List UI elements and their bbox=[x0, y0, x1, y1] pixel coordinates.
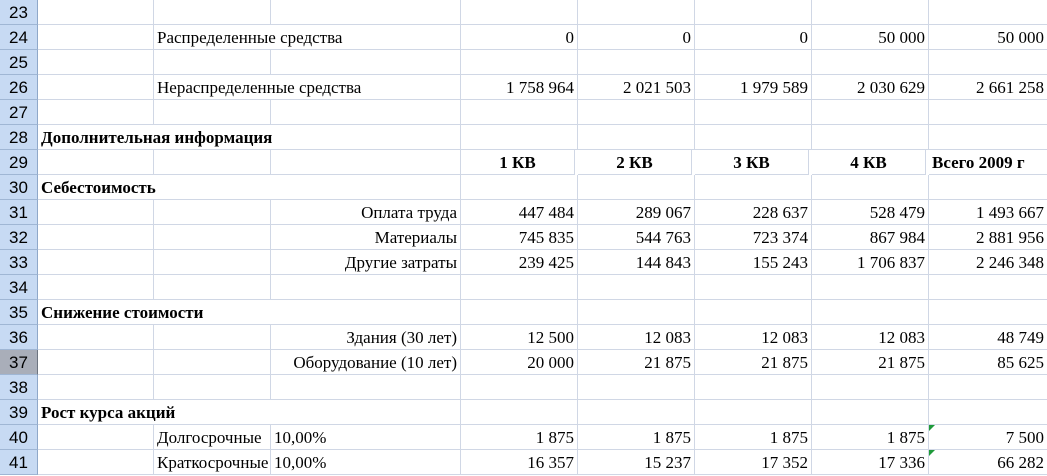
cell-C32[interactable]: Материалы bbox=[271, 225, 461, 250]
cell-H37[interactable]: 85 625 bbox=[929, 350, 1047, 375]
cell-G23[interactable] bbox=[812, 0, 929, 25]
cell-F34[interactable] bbox=[695, 275, 812, 300]
cell-A33[interactable] bbox=[38, 250, 154, 275]
row-header-35[interactable]: 35 bbox=[0, 300, 38, 325]
cell-E35[interactable] bbox=[578, 300, 695, 325]
cell-H30[interactable] bbox=[929, 175, 1047, 200]
cell-D31[interactable]: 447 484 bbox=[461, 200, 578, 225]
row-header-41[interactable]: 41 bbox=[0, 450, 38, 475]
error-indicator-icon bbox=[929, 425, 935, 431]
row-header-38[interactable]: 38 bbox=[0, 375, 38, 400]
cell-A37[interactable] bbox=[38, 350, 154, 375]
cell-F33[interactable]: 155 243 bbox=[695, 250, 812, 275]
cell-C33[interactable]: Другие затраты bbox=[271, 250, 461, 275]
cell-B33[interactable] bbox=[154, 250, 271, 275]
cell-F29[interactable]: 3 КВ bbox=[695, 150, 809, 175]
cell-F26[interactable]: 1 979 589 bbox=[695, 75, 812, 100]
cell-E28[interactable] bbox=[578, 125, 695, 150]
sheet-row-41 bbox=[0, 450, 1047, 475]
row-header-39[interactable]: 39 bbox=[0, 400, 38, 425]
row-header-26[interactable]: 26 bbox=[0, 75, 38, 100]
cell-E23[interactable] bbox=[578, 0, 695, 25]
cell-A27[interactable] bbox=[38, 100, 154, 125]
row-header-36[interactable]: 36 bbox=[0, 325, 38, 350]
cell-H29[interactable]: Всего 2009 г bbox=[929, 150, 1047, 175]
cell-E40[interactable]: 1 875 bbox=[578, 425, 695, 450]
cell-G30[interactable] bbox=[812, 175, 929, 200]
cell-G41[interactable]: 17 336 bbox=[812, 450, 929, 475]
cell-G24[interactable]: 50 000 bbox=[812, 25, 929, 50]
cell-H27[interactable] bbox=[929, 100, 1047, 125]
cell-E25[interactable] bbox=[578, 50, 695, 75]
sheet-row-30 bbox=[0, 175, 1047, 200]
cell-C34[interactable] bbox=[271, 275, 461, 300]
cell-D25[interactable] bbox=[461, 50, 578, 75]
sheet-row-29 bbox=[0, 150, 1047, 175]
cell-A31[interactable] bbox=[38, 200, 154, 225]
cell-A38[interactable] bbox=[38, 375, 154, 400]
row-header-29[interactable]: 29 bbox=[0, 150, 38, 175]
cell-C23[interactable] bbox=[271, 0, 461, 25]
cell-E41[interactable]: 15 237 bbox=[578, 450, 695, 475]
row-header-32[interactable]: 32 bbox=[0, 225, 38, 250]
cell-E30[interactable] bbox=[578, 175, 695, 200]
sheet-row-36 bbox=[0, 325, 1047, 350]
cell-B25[interactable] bbox=[154, 50, 271, 75]
cell-A29[interactable] bbox=[38, 150, 154, 175]
cell-G27[interactable] bbox=[812, 100, 929, 125]
cell-A41[interactable] bbox=[38, 450, 154, 475]
cell-H35[interactable] bbox=[929, 300, 1047, 325]
cell-F39[interactable] bbox=[695, 400, 812, 425]
cell-A24[interactable] bbox=[38, 25, 154, 50]
cell-B34[interactable] bbox=[154, 275, 271, 300]
sheet-row-26 bbox=[0, 75, 1047, 100]
cell-E36[interactable]: 12 083 bbox=[578, 325, 695, 350]
cell-A32[interactable] bbox=[38, 225, 154, 250]
cell-F23[interactable] bbox=[695, 0, 812, 25]
cell-E29[interactable]: 2 КВ bbox=[578, 150, 692, 175]
cell-A25[interactable] bbox=[38, 50, 154, 75]
cell-H32[interactable]: 2 881 956 bbox=[929, 225, 1047, 250]
cell-E33[interactable]: 144 843 bbox=[578, 250, 695, 275]
cell-H33[interactable]: 2 246 348 bbox=[929, 250, 1047, 275]
cell-H34[interactable] bbox=[929, 275, 1047, 300]
row-header-34[interactable]: 34 bbox=[0, 275, 38, 300]
cell-G36[interactable]: 12 083 bbox=[812, 325, 929, 350]
cell-B24[interactable]: Распределенные средства bbox=[154, 25, 461, 50]
cell-F28[interactable] bbox=[695, 125, 812, 150]
cell-B41[interactable]: Краткосрочные bbox=[154, 450, 271, 475]
cell-D37[interactable]: 20 000 bbox=[461, 350, 578, 375]
cell-B40[interactable]: Долгосрочные bbox=[154, 425, 271, 450]
cell-A36[interactable] bbox=[38, 325, 154, 350]
cell-A23[interactable] bbox=[38, 0, 154, 25]
cell-H39[interactable] bbox=[929, 400, 1047, 425]
cell-H23[interactable] bbox=[929, 0, 1047, 25]
cell-D40[interactable]: 1 875 bbox=[461, 425, 578, 450]
cell-G28[interactable] bbox=[812, 125, 929, 150]
cell-B29[interactable] bbox=[154, 150, 271, 175]
cell-D34[interactable] bbox=[461, 275, 578, 300]
cell-C29[interactable] bbox=[271, 150, 461, 175]
cell-H36[interactable]: 48 749 bbox=[929, 325, 1047, 350]
cell-G35[interactable] bbox=[812, 300, 929, 325]
cell-C38[interactable] bbox=[271, 375, 461, 400]
cell-E32[interactable]: 544 763 bbox=[578, 225, 695, 250]
cell-D30[interactable] bbox=[461, 175, 578, 200]
cell-G31[interactable]: 528 479 bbox=[812, 200, 929, 225]
sheet-row-24 bbox=[0, 25, 1047, 50]
cell-H31[interactable]: 1 493 667 bbox=[929, 200, 1047, 225]
cell-H25[interactable] bbox=[929, 50, 1047, 75]
cell-A39[interactable]: Рост курса акций bbox=[38, 400, 461, 425]
cell-A40[interactable] bbox=[38, 425, 154, 450]
cell-C31[interactable]: Оплата труда bbox=[271, 200, 461, 225]
cell-G26[interactable]: 2 030 629 bbox=[812, 75, 929, 100]
cell-E37[interactable]: 21 875 bbox=[578, 350, 695, 375]
cell-B26[interactable]: Нераспределенные средства bbox=[154, 75, 461, 100]
row-header-40[interactable]: 40 bbox=[0, 425, 38, 450]
cell-A35[interactable]: Снижение стоимости bbox=[38, 300, 461, 325]
cell-G38[interactable] bbox=[812, 375, 929, 400]
cell-D35[interactable] bbox=[461, 300, 578, 325]
cell-D23[interactable] bbox=[461, 0, 578, 25]
row-header-23[interactable]: 23 bbox=[0, 0, 38, 25]
cell-G40[interactable]: 1 875 bbox=[812, 425, 929, 450]
cell-F27[interactable] bbox=[695, 100, 812, 125]
cell-C37[interactable]: Оборудование (10 лет) bbox=[271, 350, 461, 375]
row-header-31[interactable]: 31 bbox=[0, 200, 38, 225]
row-header-37[interactable]: 37 bbox=[0, 350, 38, 375]
sheet-row-27 bbox=[0, 100, 1047, 125]
cell-F35[interactable] bbox=[695, 300, 812, 325]
cell-D27[interactable] bbox=[461, 100, 578, 125]
cell-B38[interactable] bbox=[154, 375, 271, 400]
sheet-row-25 bbox=[0, 50, 1047, 75]
cell-C25[interactable] bbox=[271, 50, 461, 75]
cell-E38[interactable] bbox=[578, 375, 695, 400]
error-indicator-icon bbox=[929, 450, 935, 456]
row-header-28[interactable]: 28 bbox=[0, 125, 38, 150]
sheet-row-32 bbox=[0, 225, 1047, 250]
cell-G37[interactable]: 21 875 bbox=[812, 350, 929, 375]
cell-G39[interactable] bbox=[812, 400, 929, 425]
cell-E26[interactable]: 2 021 503 bbox=[578, 75, 695, 100]
cell-B23[interactable] bbox=[154, 0, 271, 25]
cell-G29[interactable]: 4 КВ bbox=[812, 150, 926, 175]
cell-F30[interactable] bbox=[695, 175, 812, 200]
cell-C36[interactable]: Здания (30 лет) bbox=[271, 325, 461, 350]
cell-D28[interactable] bbox=[461, 125, 578, 150]
sheet-row-28 bbox=[0, 125, 1047, 150]
sheet-row-39 bbox=[0, 400, 1047, 425]
row-header-24[interactable]: 24 bbox=[0, 25, 38, 50]
cell-C41[interactable]: 10,00% bbox=[271, 450, 461, 475]
cell-G25[interactable] bbox=[812, 50, 929, 75]
sheet-row-23 bbox=[0, 0, 1047, 25]
cell-A28[interactable]: Дополнительная информация bbox=[38, 125, 461, 150]
sheet-row-31 bbox=[0, 200, 1047, 225]
cell-E24[interactable]: 0 bbox=[578, 25, 695, 50]
cell-H40[interactable]: 7 500 bbox=[929, 425, 1047, 450]
sheet-row-37 bbox=[0, 350, 1047, 375]
cell-H41[interactable]: 66 282 bbox=[929, 450, 1047, 475]
cell-E31[interactable]: 289 067 bbox=[578, 200, 695, 225]
cell-F40[interactable]: 1 875 bbox=[695, 425, 812, 450]
sheet-row-33 bbox=[0, 250, 1047, 275]
cell-H24[interactable]: 50 000 bbox=[929, 25, 1047, 50]
cell-C40[interactable]: 10,00% bbox=[271, 425, 461, 450]
cell-E27[interactable] bbox=[578, 100, 695, 125]
cell-G32[interactable]: 867 984 bbox=[812, 225, 929, 250]
cell-F38[interactable] bbox=[695, 375, 812, 400]
cell-B32[interactable] bbox=[154, 225, 271, 250]
cell-A26[interactable] bbox=[38, 75, 154, 100]
cell-F41[interactable]: 17 352 bbox=[695, 450, 812, 475]
cell-F25[interactable] bbox=[695, 50, 812, 75]
cell-A34[interactable] bbox=[38, 275, 154, 300]
cell-H28[interactable] bbox=[929, 125, 1047, 150]
cell-A30[interactable]: Себестоимость bbox=[38, 175, 461, 200]
cell-H38[interactable] bbox=[929, 375, 1047, 400]
cell-D24[interactable]: 0 bbox=[461, 25, 578, 50]
row-header-30[interactable]: 30 bbox=[0, 175, 38, 200]
cell-D32[interactable]: 745 835 bbox=[461, 225, 578, 250]
cell-H26[interactable]: 2 661 258 bbox=[929, 75, 1047, 100]
cell-G33[interactable]: 1 706 837 bbox=[812, 250, 929, 275]
cell-D33[interactable]: 239 425 bbox=[461, 250, 578, 275]
cell-D41[interactable]: 16 357 bbox=[461, 450, 578, 475]
row-header-27[interactable]: 27 bbox=[0, 100, 38, 125]
cell-D29[interactable]: 1 КВ bbox=[461, 150, 575, 175]
cell-F37[interactable]: 21 875 bbox=[695, 350, 812, 375]
row-header-25[interactable]: 25 bbox=[0, 50, 38, 75]
cell-F24[interactable]: 0 bbox=[695, 25, 812, 50]
cell-F36[interactable]: 12 083 bbox=[695, 325, 812, 350]
row-header-33[interactable]: 33 bbox=[0, 250, 38, 275]
cell-C27[interactable] bbox=[271, 100, 461, 125]
cell-F32[interactable]: 723 374 bbox=[695, 225, 812, 250]
cell-F31[interactable]: 228 637 bbox=[695, 200, 812, 225]
cell-E34[interactable] bbox=[578, 275, 695, 300]
sheet-row-34 bbox=[0, 275, 1047, 300]
sheet-row-35 bbox=[0, 300, 1047, 325]
cell-B31[interactable] bbox=[154, 200, 271, 225]
cell-D36[interactable]: 12 500 bbox=[461, 325, 578, 350]
cell-B27[interactable] bbox=[154, 100, 271, 125]
cell-D26[interactable]: 1 758 964 bbox=[461, 75, 578, 100]
sheet-row-38 bbox=[0, 375, 1047, 400]
cell-D39[interactable] bbox=[461, 400, 578, 425]
cell-G34[interactable] bbox=[812, 275, 929, 300]
cell-E39[interactable] bbox=[578, 400, 695, 425]
cell-B36[interactable] bbox=[154, 325, 271, 350]
sheet-row-40 bbox=[0, 425, 1047, 450]
cell-B37[interactable] bbox=[154, 350, 271, 375]
cell-D38[interactable] bbox=[461, 375, 578, 400]
